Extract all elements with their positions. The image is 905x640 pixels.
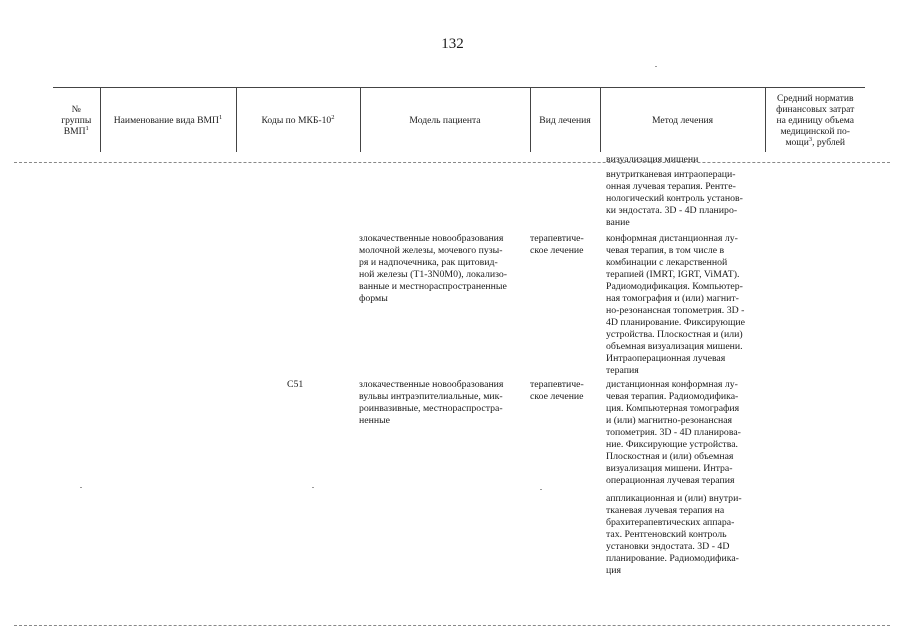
scan-speck	[312, 487, 314, 488]
header-vmp-name: Наименование вида ВМП$^1$	[100, 88, 236, 153]
patient-model-3: злокачественные новообразования вульвы интраэпителиальные, мик- роинвазивные, местнораспростра- ненные	[359, 379, 504, 426]
separator-line	[14, 162, 890, 163]
patient-model-2: злокачественные новообразования молочной железы, мочевого пузы- ря и надпочечника, рак щитовид- ной железы (T1-3N0M0), локализо- ванные и местнораспространенные формы	[359, 233, 508, 304]
bottom-separator-line	[14, 625, 890, 626]
scan-speck	[540, 489, 542, 490]
scan-speck	[655, 66, 657, 67]
treatment-method-3b: аппликационная и (или) внутри- тканевая лучевая терапия на брахитерапевтических аппара- тах. Рентгеновский контроль установки эндостата. 3D - 4D планирование. Радиомодифика- ция	[606, 493, 742, 576]
method-continuation-2: внутритканевая интраопераци- онная лучевая терапия. Рентге- нологический контроль установ- ки эндостата. 3D - 4D планиро- вание	[606, 169, 743, 228]
header-treatment-type: Вид лечения	[530, 88, 600, 153]
header-cost-norm: Средний норматив финансовых затрат на единицу объема медицинской по- мощи$^3$, рублей	[765, 88, 865, 153]
table-header	[53, 87, 865, 152]
header-patient-model: Модель пациента	[360, 88, 530, 153]
header-treatment-method: Метод лечения	[600, 88, 765, 153]
treatment-type-2: терапевтиче- ское лечение	[530, 233, 584, 256]
method-continuation-1: визуализация мишени	[606, 154, 699, 165]
page-number: 132	[441, 36, 464, 52]
scan-speck	[80, 487, 82, 488]
icd-code-3: C51	[287, 379, 304, 390]
treatment-method-2: конформная дистанционная лу- чевая терапия, в том числе в комбинации с лекарственной терапией (IMRT, IGRT, ViMAT). Радиомодификация. Компьютер- ная томография и (или) магнит- но-резонансная топометрия. 3D - 4D планирование. Фиксирующие устройства. Плоскостная и (или) объемная визуализация мишени. Интраоперационная лучевая терапия	[606, 233, 745, 376]
treatment-method-3a: дистанционная конформная лу- чевая терапия. Радиомодифика- ция. Компьютерная томография и (или) магнитно-резонансная топометрия. 3D - 4D планирова- ние. Фиксирующие устройства. Плоскостная и (или) объемная визуализация мишени. Интра- операционная лучевая терапия	[606, 379, 741, 486]
treatment-type-3: терапевтиче- ское лечение	[530, 379, 584, 402]
header-icd-codes: Коды по МКБ-$10^2$	[236, 88, 360, 153]
header-group-number: № группы ВМП$^1$	[53, 88, 100, 153]
